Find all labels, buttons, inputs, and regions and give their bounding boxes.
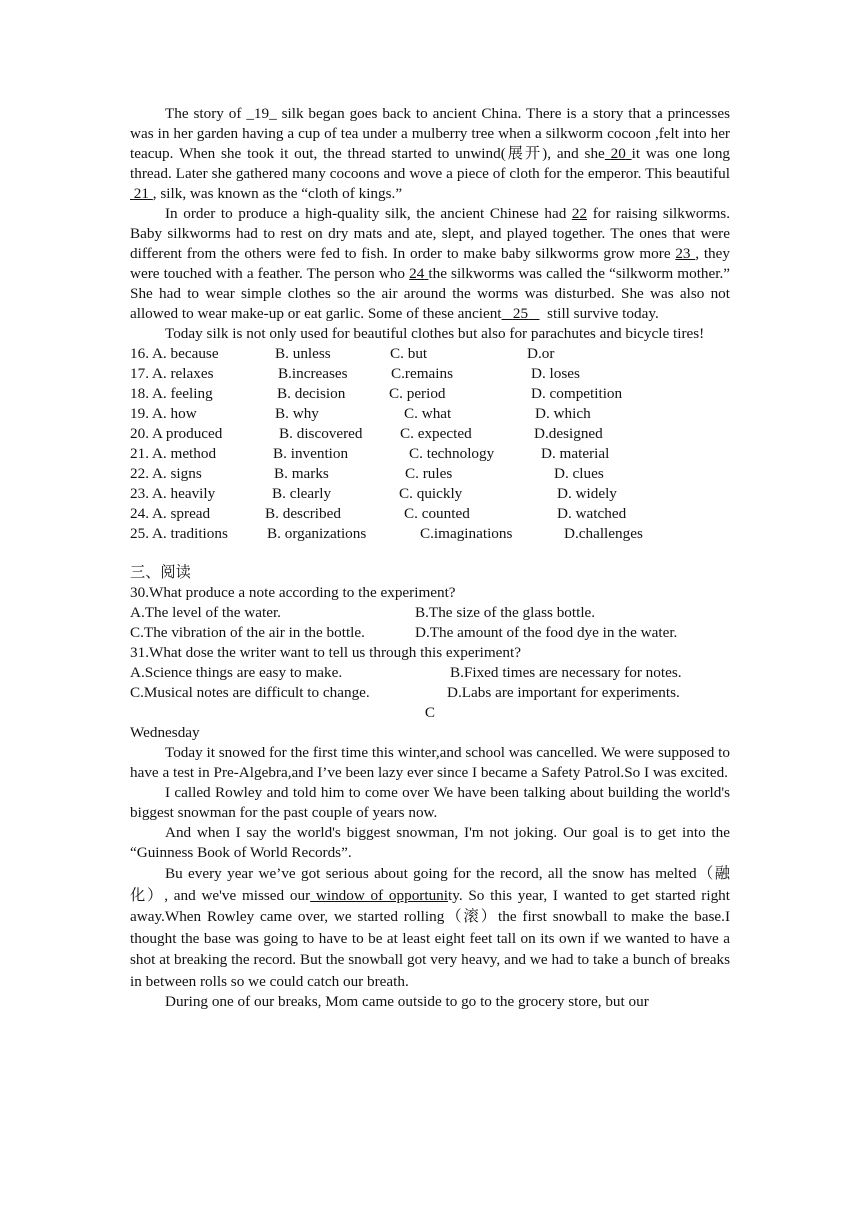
option-text: D. watched xyxy=(557,505,627,522)
text: still survive today. xyxy=(547,305,659,322)
cloze-paragraph-1 xyxy=(130,104,730,204)
option-text: 18. A. feeling xyxy=(130,385,213,402)
option-row xyxy=(130,524,730,544)
question-31: 31.What dose the writer want to tell us through this experiment? xyxy=(130,644,521,661)
option-text: 22. A. signs xyxy=(130,465,202,482)
option-30a: A.The level of the water. xyxy=(130,604,281,621)
text: , they were touched with a feather. The person who xyxy=(130,245,730,282)
option-30b: B.The size of the glass bottle. xyxy=(415,604,596,621)
text: In order to produce a high-quality silk, the ancient Chinese had xyxy=(165,205,567,222)
option-text: B. unless xyxy=(275,345,331,362)
option-text: C. quickly xyxy=(399,485,463,502)
option-30d: D.The amount of the food dye in the water. xyxy=(415,624,678,641)
option-text: 24. A. spread xyxy=(130,505,211,522)
blank-23: 23 xyxy=(675,245,691,262)
option-text: D.designed xyxy=(534,425,603,442)
option-row xyxy=(130,384,730,404)
passage-c-paragraph-5: During one of our breaks, Mom came outside to go to the grocery store, but our xyxy=(165,993,649,1010)
option-text: 23. A. heavily xyxy=(130,485,216,502)
option-text: C. period xyxy=(389,385,446,402)
option-text: C. technology xyxy=(409,445,495,462)
option-text: D. loses xyxy=(531,365,580,382)
option-31b: B.Fixed times are necessary for notes. xyxy=(450,664,682,681)
option-text: D.challenges xyxy=(564,525,643,542)
text: it was one long thread. Later she gathered many cocoons and wove a piece of cloth for the emperor. This beautiful xyxy=(130,145,731,182)
option-text: D.or xyxy=(527,345,555,362)
option-text: C. counted xyxy=(404,505,470,522)
question-31-options-row1 xyxy=(130,663,730,683)
option-text: 19. A. how xyxy=(130,405,197,422)
option-row xyxy=(130,424,730,444)
passage-c-paragraph-2: I called Rowley and told him to come over We have been talking about building the world's biggest snowman for the past couple of years now. xyxy=(130,784,730,821)
option-text: B. organizations xyxy=(267,525,367,542)
question-30-options-row2 xyxy=(130,623,730,643)
option-text: B. described xyxy=(265,505,341,522)
option-row xyxy=(130,344,730,364)
option-31c: C.Musical notes are difficult to change. xyxy=(130,684,370,701)
question-30-options-row1 xyxy=(130,603,730,623)
option-row xyxy=(130,444,730,464)
passage-c-paragraph-4: Bu every year we’ve got serious about going for the record, all the snow has melted（融化）, and we've missed our window of opportunity. So this year, I wanted to get started right away.When Rowley came over, we started rolling（滚）the first snowball to make the base.I thought the base was going to have to be at least eight feet tall on its own if we wanted to have a shot at breaking the record. But the snowball got very heavy, and we had to take a bunch of breaks in between rolls so we could catch our breath. xyxy=(130,865,730,990)
option-31d: D.Labs are important for experiments. xyxy=(447,684,680,701)
option-text: 20. A produced xyxy=(130,425,223,442)
option-text: 25. A. traditions xyxy=(130,525,228,542)
option-text: B. discovered xyxy=(279,425,363,442)
passage-label: C xyxy=(424,704,436,721)
text: the silkworms was called the “silkworm mother.” She had to wear simple clothes so the air around the worms was disturbed. She was also not allowed to wear make-up or eat garlic. Some of these ancient xyxy=(130,265,731,322)
blank-25: 25 xyxy=(512,305,529,322)
options-list xyxy=(130,344,730,544)
option-text: B.increases xyxy=(278,365,348,382)
option-row xyxy=(130,464,730,484)
cloze-paragraph-3: Today silk is not only used for beautiful clothes but also for parachutes and bicycle tires! xyxy=(165,325,705,342)
option-text: D. clues xyxy=(554,465,604,482)
option-text: D. widely xyxy=(557,485,617,502)
option-text: C. but xyxy=(390,345,428,362)
text: The story of _19_ silk began goes back to ancient China. There is a story that a princesses was in her garden having a cup of tea under a mulberry tree when a silkworm cocoon ,felt into her teacup. When she took it out, the thread started to unwind(展开), and she xyxy=(130,105,730,162)
option-text: B. marks xyxy=(274,465,329,482)
text: , silk, was known as the “cloth of kings.” xyxy=(152,185,403,202)
question-31-options-row2 xyxy=(130,683,730,703)
text: for raising silkworms. Baby silkworms had to rest on dry mats and ate, slept, and played together. The ones that were different from the others were fed to fish. In order to make baby silkworms grow more xyxy=(130,205,730,262)
document-page xyxy=(130,104,730,1012)
passage-c-paragraph-3: And when I say the world's biggest snowman, I'm not joking. Our goal is to get into the “Guinness Book of World Records”. xyxy=(130,824,730,861)
option-text: C. what xyxy=(404,405,452,422)
option-text: B. decision xyxy=(277,385,346,402)
option-row xyxy=(130,484,730,504)
option-row xyxy=(130,404,730,424)
option-text: B. why xyxy=(275,405,319,422)
cloze-paragraph-2 xyxy=(130,204,730,324)
blank-22: 22 xyxy=(571,205,588,222)
passage-c-paragraph-1: Today it snowed for the first time this winter,and school was cancelled. We were supposed to have a test in Pre-Algebra,and I’ve been lazy ever since I became a Safety Patrol.So I was excited. xyxy=(130,744,730,781)
option-31a: A.Science things are easy to make. xyxy=(130,664,343,681)
option-text: 16. A. because xyxy=(130,345,219,362)
option-row xyxy=(130,364,730,384)
option-text: C.imaginations xyxy=(420,525,513,542)
option-text: 21. A. method xyxy=(130,445,217,462)
diary-day: Wednesday xyxy=(130,724,200,741)
blank-21: 21 xyxy=(133,185,149,202)
option-text: D. competition xyxy=(531,385,623,402)
option-text: C.remains xyxy=(391,365,454,382)
option-text: D. which xyxy=(535,405,591,422)
option-text: C. expected xyxy=(400,425,472,442)
blank-24: 24 xyxy=(409,265,425,282)
question-30: 30.What produce a note according to the experiment? xyxy=(130,584,456,601)
option-text: B. clearly xyxy=(272,485,332,502)
option-text: 17. A. relaxes xyxy=(130,365,214,382)
option-row xyxy=(130,504,730,524)
option-30c: C.The vibration of the air in the bottle. xyxy=(130,624,365,641)
underlined-phrase: window of opportuni xyxy=(310,886,448,904)
option-text: C. rules xyxy=(405,465,453,482)
option-text: D. material xyxy=(541,445,610,462)
option-text: B. invention xyxy=(273,445,349,462)
section-heading: 三、阅读 xyxy=(130,564,191,581)
blank-20: 20 xyxy=(610,145,626,162)
